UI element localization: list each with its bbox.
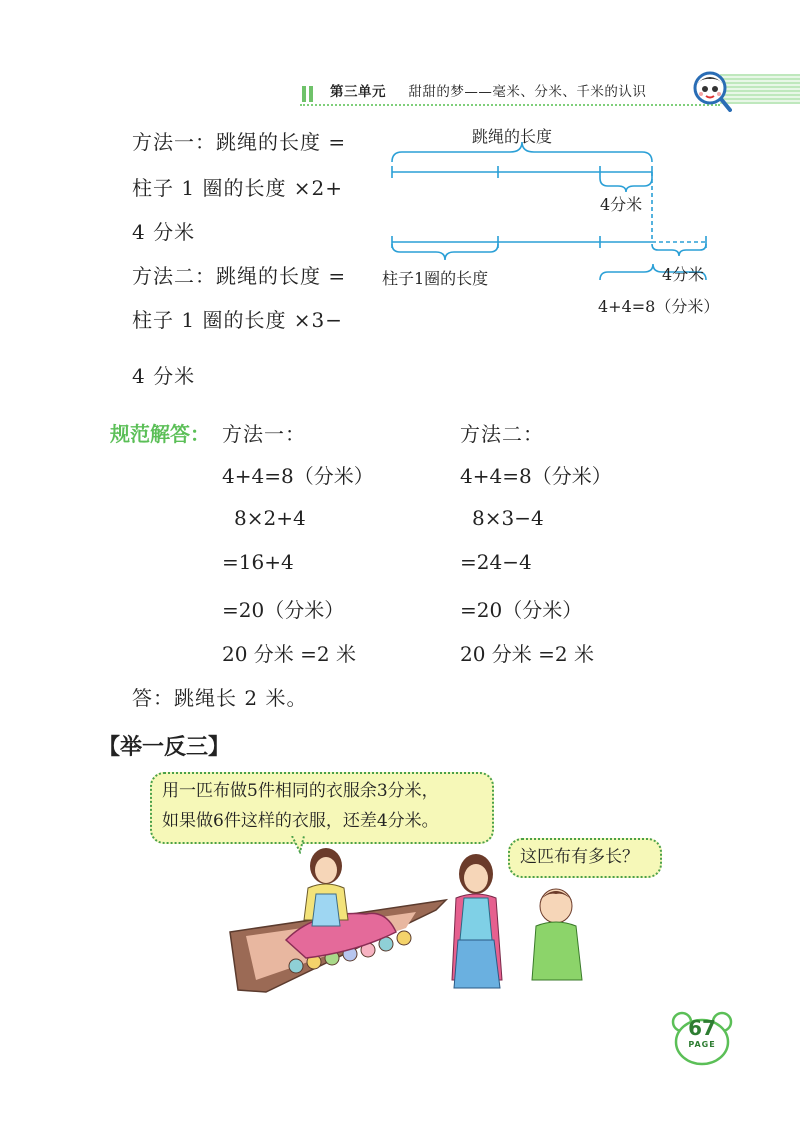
remainder-brace — [600, 178, 652, 192]
header-title — [330, 80, 646, 100]
method2-line3: 4 分米 — [132, 364, 196, 388]
method1-line1: 方法一：跳绳的长度 = — [132, 130, 347, 154]
solution-col2-heading: 方法二： — [460, 422, 544, 446]
col1-step-4: =20（分米） — [222, 598, 345, 622]
segment-label: 柱子1圈的长度 — [382, 269, 489, 288]
unit-topic: 甜甜的梦——毫米、分米、千米的认识 — [408, 84, 647, 100]
col2-step-3: =24−4 — [460, 550, 532, 574]
col1-step-1: 4+4=8（分米） — [222, 464, 374, 488]
shop-illustration — [226, 840, 606, 1000]
page-number: 67 — [688, 1016, 716, 1040]
solution-label: 规范解答： — [110, 422, 210, 446]
header-bars-icon — [302, 86, 316, 102]
method1-line3: 4 分米 — [132, 220, 196, 244]
col2-step-2: 8×3−4 — [472, 506, 544, 530]
bubble-line-1: 用一匹布做5件相同的衣服余3分米， — [162, 781, 439, 801]
answer-text: 答：跳绳长 2 米。 — [132, 686, 308, 710]
col2-step-5: 20 分米 =2 米 — [460, 642, 595, 666]
sum-label: 4+4=8（分米） — [598, 297, 720, 316]
magnifier-mascot-icon — [692, 70, 732, 112]
top-label: 跳绳的长度 — [472, 127, 553, 146]
bubble-child-text: 这匹布有多长？ — [520, 847, 639, 867]
practice-title: 【举一反三】 — [98, 735, 231, 760]
remainder-label: 4分米 — [600, 195, 643, 214]
bubble-line-2: 如果做6件这样的衣服，还差4分米。 — [162, 811, 439, 831]
method1-line2: 柱子 1 圈的长度 ×2+ — [132, 176, 344, 200]
solution-col1-heading: 方法一： — [222, 422, 306, 446]
segment-brace — [392, 244, 498, 260]
method2-line2: 柱子 1 圈的长度 ×3− — [132, 308, 344, 332]
page-word: PAGE — [688, 1040, 716, 1049]
col2-step-1: 4+4=8（分米） — [460, 464, 612, 488]
header-divider — [300, 104, 720, 106]
col1-step-2: 8×2+4 — [234, 506, 306, 530]
header-stripe — [720, 74, 800, 104]
unit-title: 第三单元 — [330, 84, 386, 100]
col1-step-3: =16+4 — [222, 550, 294, 574]
method2-line1: 方法二：跳绳的长度 = — [132, 264, 347, 288]
rope-length-diagram — [380, 120, 740, 320]
col1-step-5: 20 分米 =2 米 — [222, 642, 357, 666]
shortage-label: 4分米 — [662, 265, 705, 284]
speech-bubble-question — [150, 772, 494, 844]
col2-step-4: =20（分米） — [460, 598, 583, 622]
